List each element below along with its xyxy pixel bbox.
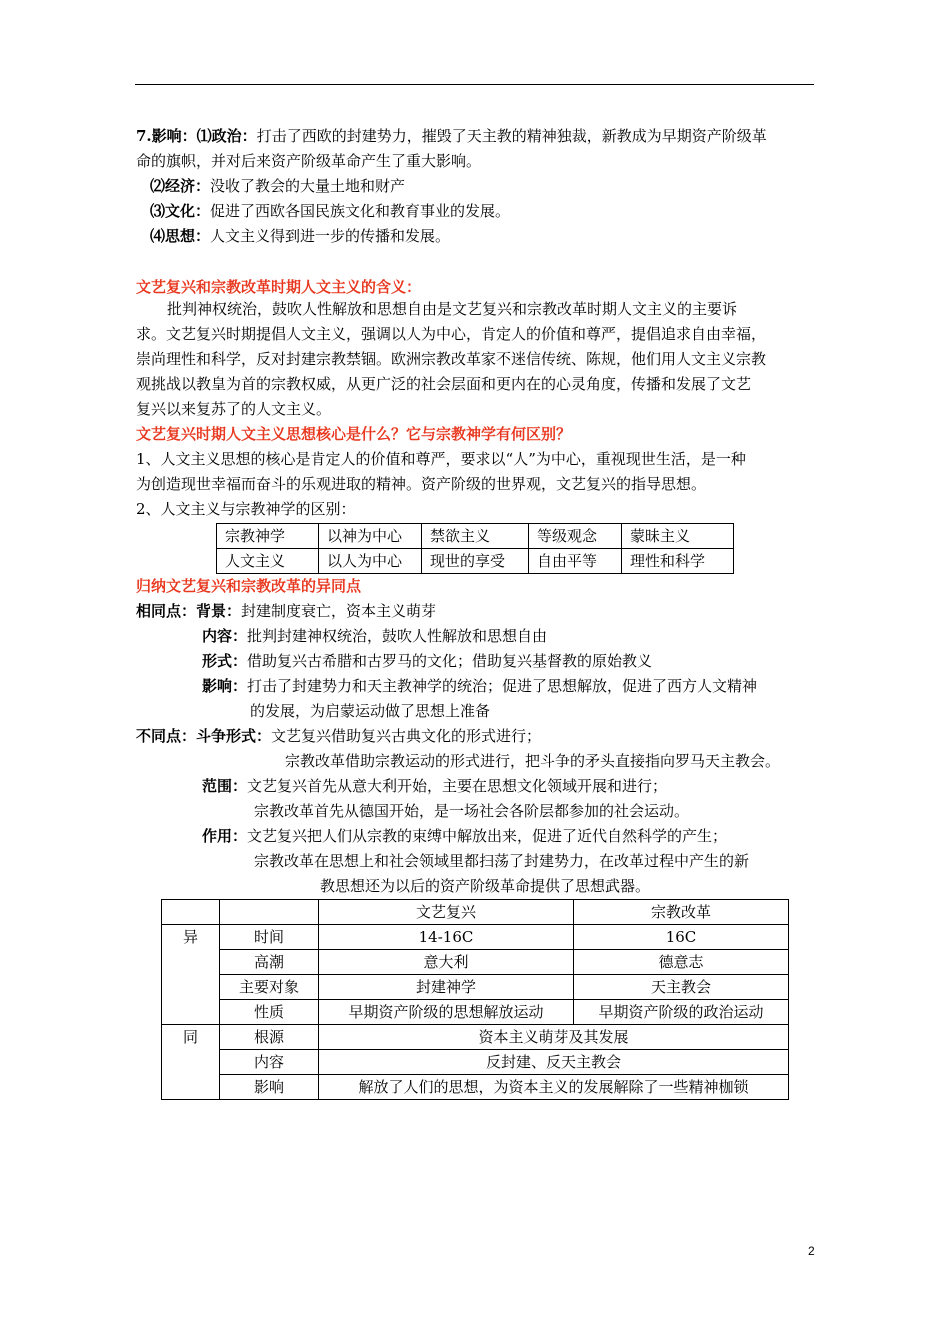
scope-label: 范围： xyxy=(202,777,248,795)
content-label: 内容： xyxy=(202,627,248,645)
thought-text: 人文主义得到进一步的传播和发展。 xyxy=(210,227,451,245)
impact-label-2: 影响： xyxy=(202,677,248,695)
culture-label: ⑶文化： xyxy=(150,202,211,220)
same-form-line xyxy=(202,649,652,673)
economy-line xyxy=(150,174,405,198)
header-rule xyxy=(135,84,814,85)
table-row xyxy=(162,1000,789,1025)
table-cell: 自由平等 xyxy=(529,549,622,574)
table-cell: 等级观念 xyxy=(529,524,622,549)
col-header-renaissance: 文艺复兴 xyxy=(319,900,574,925)
table-cell xyxy=(220,900,319,925)
table-cell: 人文主义 xyxy=(217,549,319,574)
table-row xyxy=(162,950,789,975)
struggle-label: 斗争形式： xyxy=(196,727,272,745)
table-row xyxy=(217,549,734,574)
group-diff: 异 xyxy=(162,925,220,1025)
diff-struggle-line xyxy=(136,724,541,748)
diff-role-line-2: 宗教改革在思想上和社会领域里都扫荡了封建势力，在改革过程中产生的新 xyxy=(254,852,750,870)
economy-label: ⑵经济： xyxy=(150,177,211,195)
humanism-line-3: 崇尚理性和科学，反对封建宗教禁锢。欧洲宗教改革家不迷信传统、陈规，他们用人文主义宗教 xyxy=(136,350,767,368)
table-cell: 早期资产阶级的政治运动 xyxy=(574,1000,789,1025)
table-cell: 以人为中心 xyxy=(319,549,422,574)
table-row xyxy=(162,1075,789,1100)
diff-label: 不同点： xyxy=(136,727,197,745)
background-text: 封建制度衰亡，资本主义萌芽 xyxy=(241,602,437,620)
table-cell: 14-16C xyxy=(319,925,574,950)
humanism-line-2: 求。文艺复兴时期提倡人文主义，强调以人为中心，肯定人的价值和尊严，提倡追求自由幸福， xyxy=(136,325,767,343)
humanism-line-4: 观挑战以教皇为首的宗教权威，从更广泛的社会层面和更内在的心灵角度，传播和发展了文艺 xyxy=(136,375,752,393)
diff-role-line-3: 教思想还为以后的资产阶级革命提供了思想武器。 xyxy=(320,877,651,895)
table-cell: 封建神学 xyxy=(319,975,574,1000)
table-row xyxy=(162,975,789,1000)
core-line-3: 2、人文主义与宗教神学的区别： xyxy=(136,500,356,518)
thought-label: ⑷思想： xyxy=(150,227,211,245)
table-cell: 解放了人们的思想，为资本主义的发展解除了一些精神枷锁 xyxy=(319,1075,789,1100)
group-same: 同 xyxy=(162,1025,220,1100)
politics-text-line2: 命的旗帜，并对后来资产阶级革命产生了重大影响。 xyxy=(136,152,482,170)
core-heading: 文艺复兴时期人文主义思想核心是什么？它与宗教神学有何区别？ xyxy=(136,425,572,443)
content-text: 批判封建神权统治，鼓吹人性解放和思想自由 xyxy=(247,627,548,645)
table-cell: 主要对象 xyxy=(220,975,319,1000)
table-cell: 理性和科学 xyxy=(622,549,734,574)
humanism-vs-theology-table xyxy=(216,523,734,574)
humanism-line-5: 复兴以来复苏了的人文主义。 xyxy=(136,400,332,418)
table-cell: 反封建、反天主教会 xyxy=(319,1050,789,1075)
table-row xyxy=(162,925,789,950)
culture-text: 促进了西欧各国民族文化和教育事业的发展。 xyxy=(210,202,511,220)
table-cell: 16C xyxy=(574,925,789,950)
table-cell: 德意志 xyxy=(574,950,789,975)
table-cell: 意大利 xyxy=(319,950,574,975)
diff-scope-line-2: 宗教改革首先从德国开始，是一场社会各阶层都参加的社会运动。 xyxy=(254,802,690,820)
table-cell: 以神为中心 xyxy=(319,524,422,549)
struggle-text: 文艺复兴借助复兴古典文化的形式进行； xyxy=(271,727,542,745)
culture-line xyxy=(150,199,510,223)
col-header-reformation: 宗教改革 xyxy=(574,900,789,925)
humanism-line-1: 批判神权统治，鼓吹人性解放和思想自由是文艺复兴和宗教改革时期人文主义的主要诉 xyxy=(167,300,738,318)
impact-politics-line xyxy=(136,124,767,148)
table-cell: 时间 xyxy=(220,925,319,950)
form-label: 形式： xyxy=(202,652,248,670)
table-cell: 早期资产阶级的思想解放运动 xyxy=(319,1000,574,1025)
table-cell: 影响 xyxy=(220,1075,319,1100)
diff-role-line xyxy=(202,824,727,848)
table-cell: 天主教会 xyxy=(574,975,789,1000)
table-cell: 性质 xyxy=(220,1000,319,1025)
table-cell: 现世的享受 xyxy=(422,549,529,574)
table-cell xyxy=(162,900,220,925)
core-line-1: 1、人文主义思想的核心是肯定人的价值和尊严，要求以“人”为中心，重视现世生活，是一种 xyxy=(136,450,746,468)
diff-scope-line xyxy=(202,774,667,798)
table-cell: 蒙昧主义 xyxy=(622,524,734,549)
role-text: 文艺复兴把人们从宗教的束缚中解放出来，促进了近代自然科学的产生； xyxy=(247,827,728,845)
economy-text: 没收了教会的大量土地和财产 xyxy=(210,177,406,195)
same-impact-line-2: 的发展，为启蒙运动做了思想上准备 xyxy=(250,702,491,720)
core-line-2: 为创造现世幸福而奋斗的乐观进取的精神。资产阶级的世界观，文艺复兴的指导思想。 xyxy=(136,475,707,493)
humanism-heading: 文艺复兴和宗教改革时期人文主义的含义： xyxy=(136,278,422,296)
same-background-line xyxy=(136,599,436,623)
role-label: 作用： xyxy=(202,827,248,845)
same-label: 相同点： xyxy=(136,602,197,620)
same-impact-line xyxy=(202,674,757,698)
table-cell: 资本主义萌芽及其发展 xyxy=(319,1025,789,1050)
impact-text: 打击了封建势力和天主教神学的统治；促进了思想解放，促进了西方人文精神 xyxy=(247,677,758,695)
table-row xyxy=(217,524,734,549)
background-label: 背景： xyxy=(196,602,242,620)
table-cell: 禁欲主义 xyxy=(422,524,529,549)
page-number: 2 xyxy=(808,1244,815,1258)
diff-struggle-line-2: 宗教改革借助宗教运动的形式进行，把斗争的矛头直接指向罗马天主教会。 xyxy=(285,752,781,770)
impact-label: 7.影响： xyxy=(136,127,197,145)
politics-text: 打击了西欧的封建势力，摧毁了天主教的精神独裁，新教成为早期资产阶级革 xyxy=(256,127,767,145)
summary-heading: 归纳文艺复兴和宗教改革的异同点 xyxy=(136,577,362,595)
table-row xyxy=(162,1025,789,1050)
same-content-line xyxy=(202,624,547,648)
thought-line xyxy=(150,224,450,248)
table-header-row xyxy=(162,900,789,925)
table-cell: 内容 xyxy=(220,1050,319,1075)
table-cell: 根源 xyxy=(220,1025,319,1050)
comparison-table xyxy=(161,899,789,1100)
form-text: 借助复兴古希腊和古罗马的文化；借助复兴基督教的原始教义 xyxy=(247,652,653,670)
table-cell: 高潮 xyxy=(220,950,319,975)
table-cell: 宗教神学 xyxy=(217,524,319,549)
politics-label: ⑴政治： xyxy=(196,127,257,145)
scope-text: 文艺复兴首先从意大利开始，主要在思想文化领域开展和进行； xyxy=(247,777,668,795)
table-row xyxy=(162,1050,789,1075)
